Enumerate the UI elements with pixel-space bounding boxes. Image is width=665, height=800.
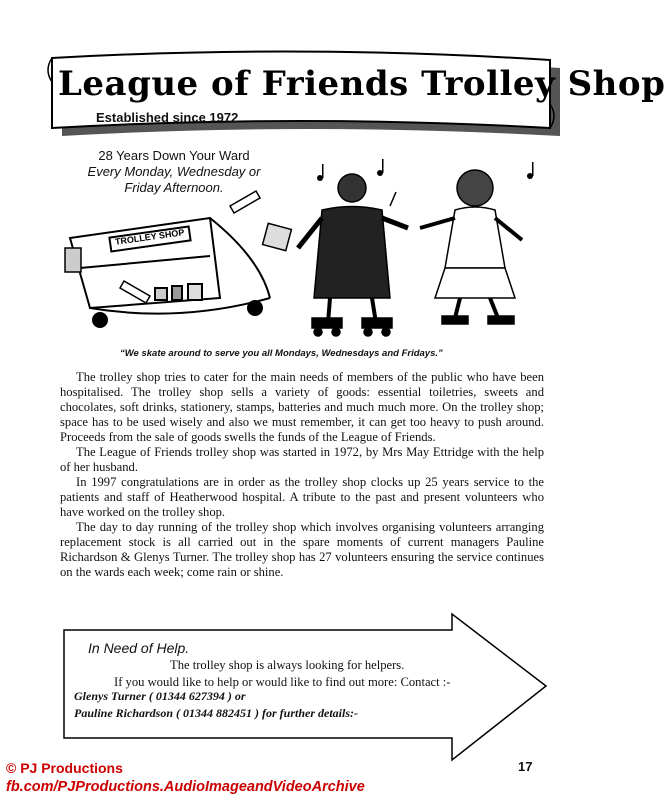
- page-title: League of Friends Trolley Shop: [58, 64, 665, 104]
- help-line-1: The trolley shop is always looking for helpers.: [170, 658, 405, 672]
- copyright-credit: © PJ Productions: [6, 760, 123, 776]
- contact-pauline: Pauline Richardson ( 01344 882451 ) for further details:-: [74, 706, 359, 720]
- article-paragraph: The League of Friends trolley shop was started in 1972, by Mrs May Ettridge with the help of her husband.: [60, 445, 544, 474]
- help-heading: In Need of Help.: [88, 640, 190, 656]
- skater-lady-light: [420, 170, 522, 324]
- established-subtitle: Established since 1972: [96, 110, 239, 125]
- tagline-line-2: Every Monday, Wednesday or: [87, 164, 261, 179]
- help-line-2: If you would like to help or would like to find out more: Contact :-: [114, 675, 451, 689]
- article-paragraph: The trolley shop tries to cater for the main needs of members of the public who have been hospitalised. The trolley shop sells a variety of goods: essential toiletries, sweets and chocolates, soft drinks, stationery, stamps, batteries and much much more. On the trolley shop; space has to be used wisely and also we must remember, it can get too heavy to push around. Proceeds from the sale of goods swells the funds of the League of Friends.: [60, 370, 544, 444]
- article-paragraph: In 1997 congratulations are in order as the trolley shop clocks up 25 years service to the patients and staff of Heatherwood hospital. A tribute to the past and present volunteers who have worked on the trolley shop.: [60, 475, 544, 519]
- page-number: 17: [518, 759, 533, 774]
- article-body: [60, 370, 544, 580]
- cartoon-tagline: [58, 148, 290, 196]
- article-paragraph: The day to day running of the trolley shop which involves organising volunteers arranging replacement stock is all carried out in the spare moments of current managers Pauline Richardson & Glenys Turner. The trolley shop has 27 volunteers ensuring the service continues on the wards each week; come rain or shine.: [60, 520, 544, 579]
- skater-lady-dark: [298, 174, 408, 336]
- contact-glenys: Glenys Turner ( 01344 627394 ) or: [74, 689, 246, 703]
- facebook-link[interactable]: fb.com/PJProductions.AudioImageandVideoArchive: [6, 779, 365, 795]
- tagline-line-1: 28 Years Down Your Ward: [98, 148, 250, 163]
- cartoon-caption: “We skate around to serve you all Mondays, Wednesdays and Fridays.”: [120, 348, 443, 359]
- title-banner: [0, 0, 665, 145]
- tagline-line-3: Friday Afternoon.: [124, 180, 224, 195]
- trolley-sign: TROLLEY SHOP: [114, 227, 185, 247]
